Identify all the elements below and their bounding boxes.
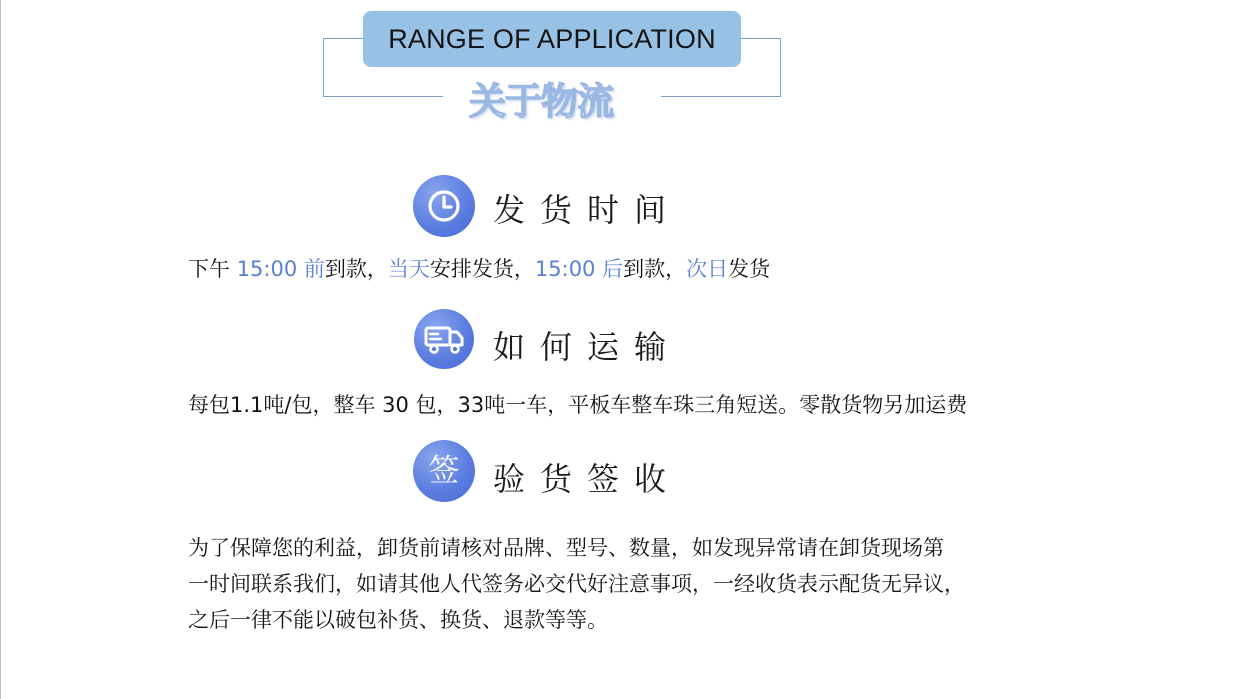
text-segment: 下午 <box>188 257 237 281</box>
header-bracket-right-bottom <box>661 96 781 97</box>
section-title-delivery-time: 发货时间 <box>493 191 682 229</box>
header-bracket-left-top <box>323 38 363 39</box>
delivery-time-text <box>188 253 770 283</box>
text-segment: 之后一律不能以破包补货、换货、退款等等。 <box>188 608 608 632</box>
header-bracket-right-vertical <box>780 38 781 97</box>
page-left-border <box>0 0 1 699</box>
text-segment: 安排发货， <box>429 257 535 281</box>
highlighted-text: 15:00 后 <box>534 257 624 281</box>
range-of-application-banner: RANGE OF APPLICATION <box>363 11 741 67</box>
text-segment: 一时间联系我们，如请其他人代签务必交代好注意事项，一经收货表示配货无异议， <box>188 572 965 596</box>
truck-icon <box>414 309 474 369</box>
sign-icon <box>413 440 475 502</box>
text-segment: 每包1.1吨/包，整车 30 包，33吨一车，平板车整车珠三角短送。零散货物另加运费 <box>188 393 968 417</box>
text-segment: 发货 <box>728 257 771 281</box>
header-bracket-left-vertical <box>323 38 324 97</box>
highlighted-text: 次日 <box>686 257 729 281</box>
highlighted-text: 当天 <box>387 257 430 281</box>
header-bracket-left-bottom <box>323 96 443 97</box>
text-segment: 为了保障您的利益，卸货前请核对品牌、型号、数量，如发现异常请在卸货现场第 <box>188 536 944 560</box>
highlighted-text: 15:00 前 <box>236 257 325 281</box>
clock-icon <box>413 175 475 237</box>
inspection-text-line-1 <box>188 532 944 562</box>
text-segment: 到款， <box>324 257 388 281</box>
sign-icon-glyph: 签 <box>428 452 460 489</box>
about-logistics-heading: 关于物流 <box>469 80 613 123</box>
header-bracket-right-top <box>741 38 781 39</box>
text-segment: 到款， <box>623 257 687 281</box>
transport-text <box>188 389 967 419</box>
inspection-text-line-2 <box>188 568 965 598</box>
section-title-transport: 如何运输 <box>493 328 682 366</box>
section-title-inspection: 验货签收 <box>493 460 682 498</box>
inspection-text-line-3 <box>188 604 608 634</box>
